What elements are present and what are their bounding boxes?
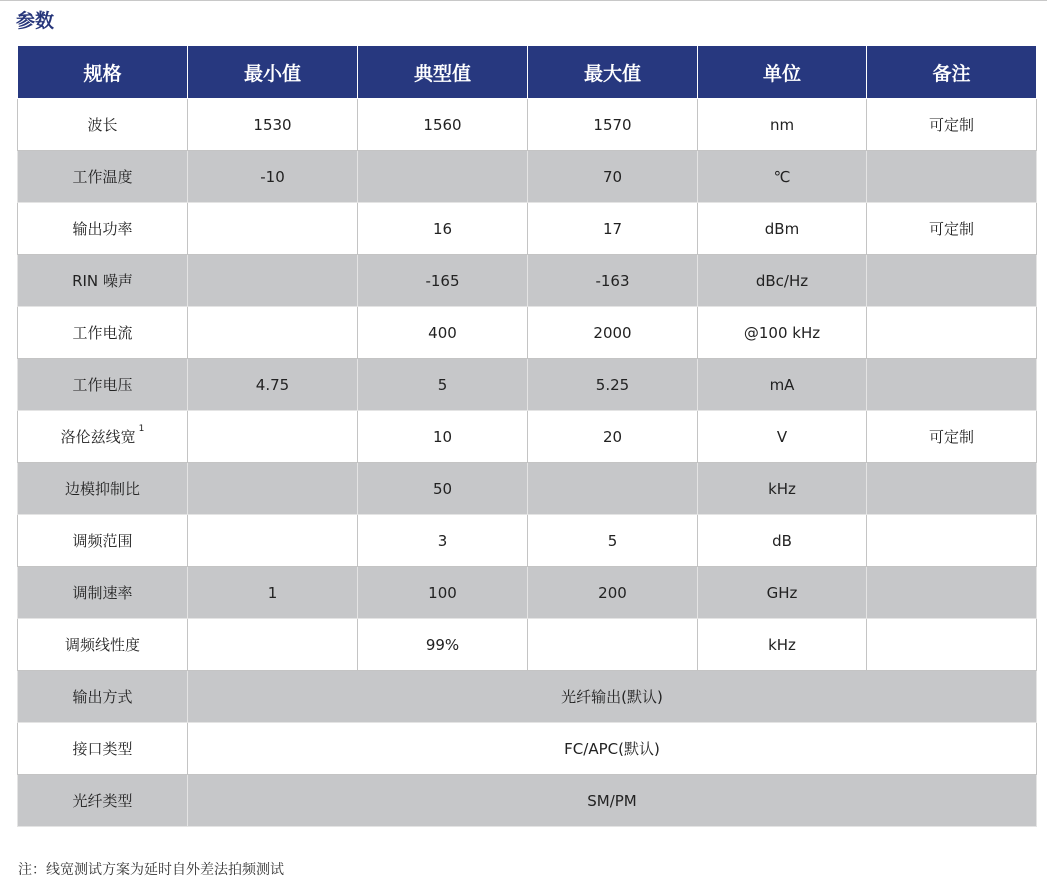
table-row xyxy=(18,151,1037,203)
cell-merged-value: FC/APC(默认) xyxy=(188,723,1037,775)
cell-note xyxy=(867,567,1037,619)
cell-min: 1 xyxy=(188,567,358,619)
cell-unit: dBc/Hz xyxy=(698,255,867,307)
cell-note: 可定制 xyxy=(867,411,1037,463)
cell-note xyxy=(867,359,1037,411)
cell-spec: 调频线性度 xyxy=(18,619,188,671)
cell-typ: 3 xyxy=(358,515,528,567)
cell-unit: V xyxy=(698,411,867,463)
table-row xyxy=(18,359,1037,411)
top-divider xyxy=(0,0,1047,1)
cell-spec: RIN 噪声 xyxy=(18,255,188,307)
cell-max: 200 xyxy=(528,567,698,619)
section-title: 参数 xyxy=(16,10,55,32)
cell-spec xyxy=(18,411,188,463)
cell-typ: 5 xyxy=(358,359,528,411)
table-row xyxy=(18,463,1037,515)
cell-unit: nm xyxy=(698,99,867,151)
cell-typ: 1560 xyxy=(358,99,528,151)
cell-note: 可定制 xyxy=(867,99,1037,151)
cell-unit: kHz xyxy=(698,619,867,671)
table-row xyxy=(18,99,1037,151)
header-typ: 典型值 xyxy=(358,46,528,99)
cell-min xyxy=(188,619,358,671)
cell-max: 5 xyxy=(528,515,698,567)
header-max: 最大值 xyxy=(528,46,698,99)
cell-typ: 99% xyxy=(358,619,528,671)
cell-max: -163 xyxy=(528,255,698,307)
header-spec: 规格 xyxy=(18,46,188,99)
table-header-row xyxy=(18,46,1037,99)
cell-min xyxy=(188,307,358,359)
table-row-merged xyxy=(18,671,1037,723)
table-row xyxy=(18,567,1037,619)
cell-spec: 光纤类型 xyxy=(18,775,188,827)
cell-spec: 波长 xyxy=(18,99,188,151)
header-min: 最小值 xyxy=(188,46,358,99)
table-row xyxy=(18,411,1037,463)
cell-note: 可定制 xyxy=(867,203,1037,255)
cell-max: 1570 xyxy=(528,99,698,151)
cell-min: 4.75 xyxy=(188,359,358,411)
footnote-marker: 1 xyxy=(138,424,145,434)
cell-spec: 工作电流 xyxy=(18,307,188,359)
cell-spec: 输出方式 xyxy=(18,671,188,723)
header-unit: 单位 xyxy=(698,46,867,99)
table-row xyxy=(18,307,1037,359)
cell-min xyxy=(188,463,358,515)
cell-spec: 调制速率 xyxy=(18,567,188,619)
cell-spec: 输出功率 xyxy=(18,203,188,255)
cell-min: 1530 xyxy=(188,99,358,151)
cell-typ: 400 xyxy=(358,307,528,359)
cell-typ: -165 xyxy=(358,255,528,307)
cell-merged-value: 光纤输出(默认) xyxy=(188,671,1037,723)
cell-min xyxy=(188,515,358,567)
cell-typ xyxy=(358,151,528,203)
table-row-merged xyxy=(18,723,1037,775)
table-row xyxy=(18,619,1037,671)
cell-unit: dBm xyxy=(698,203,867,255)
table-row xyxy=(18,255,1037,307)
header-note: 备注 xyxy=(867,46,1037,99)
cell-note xyxy=(867,151,1037,203)
cell-spec: 边模抑制比 xyxy=(18,463,188,515)
cell-note xyxy=(867,463,1037,515)
table-row xyxy=(18,203,1037,255)
table-row-merged xyxy=(18,775,1037,827)
cell-max: 70 xyxy=(528,151,698,203)
cell-max: 17 xyxy=(528,203,698,255)
cell-max: 2000 xyxy=(528,307,698,359)
cell-min xyxy=(188,255,358,307)
cell-typ: 100 xyxy=(358,567,528,619)
cell-unit: ℃ xyxy=(698,151,867,203)
cell-max xyxy=(528,619,698,671)
cell-merged-value: SM/PM xyxy=(188,775,1037,827)
table-row xyxy=(18,515,1037,567)
cell-unit: mA xyxy=(698,359,867,411)
cell-min xyxy=(188,203,358,255)
cell-note xyxy=(867,255,1037,307)
cell-typ: 10 xyxy=(358,411,528,463)
cell-unit: GHz xyxy=(698,567,867,619)
cell-typ: 16 xyxy=(358,203,528,255)
cell-spec: 调频范围 xyxy=(18,515,188,567)
footer-note: 注：线宽测试方案为延时自外差法拍频测试 xyxy=(18,862,284,878)
cell-unit: kHz xyxy=(698,463,867,515)
cell-min xyxy=(188,411,358,463)
cell-spec: 工作温度 xyxy=(18,151,188,203)
cell-max: 20 xyxy=(528,411,698,463)
cell-note xyxy=(867,307,1037,359)
parameters-table xyxy=(17,45,1037,827)
cell-spec: 接口类型 xyxy=(18,723,188,775)
cell-typ: 50 xyxy=(358,463,528,515)
cell-note xyxy=(867,619,1037,671)
cell-unit: @100 kHz xyxy=(698,307,867,359)
spec-label: 洛伦兹线宽 xyxy=(60,428,136,446)
cell-note xyxy=(867,515,1037,567)
cell-min: -10 xyxy=(188,151,358,203)
cell-max: 5.25 xyxy=(528,359,698,411)
cell-unit: dB xyxy=(698,515,867,567)
cell-spec: 工作电压 xyxy=(18,359,188,411)
cell-max xyxy=(528,463,698,515)
